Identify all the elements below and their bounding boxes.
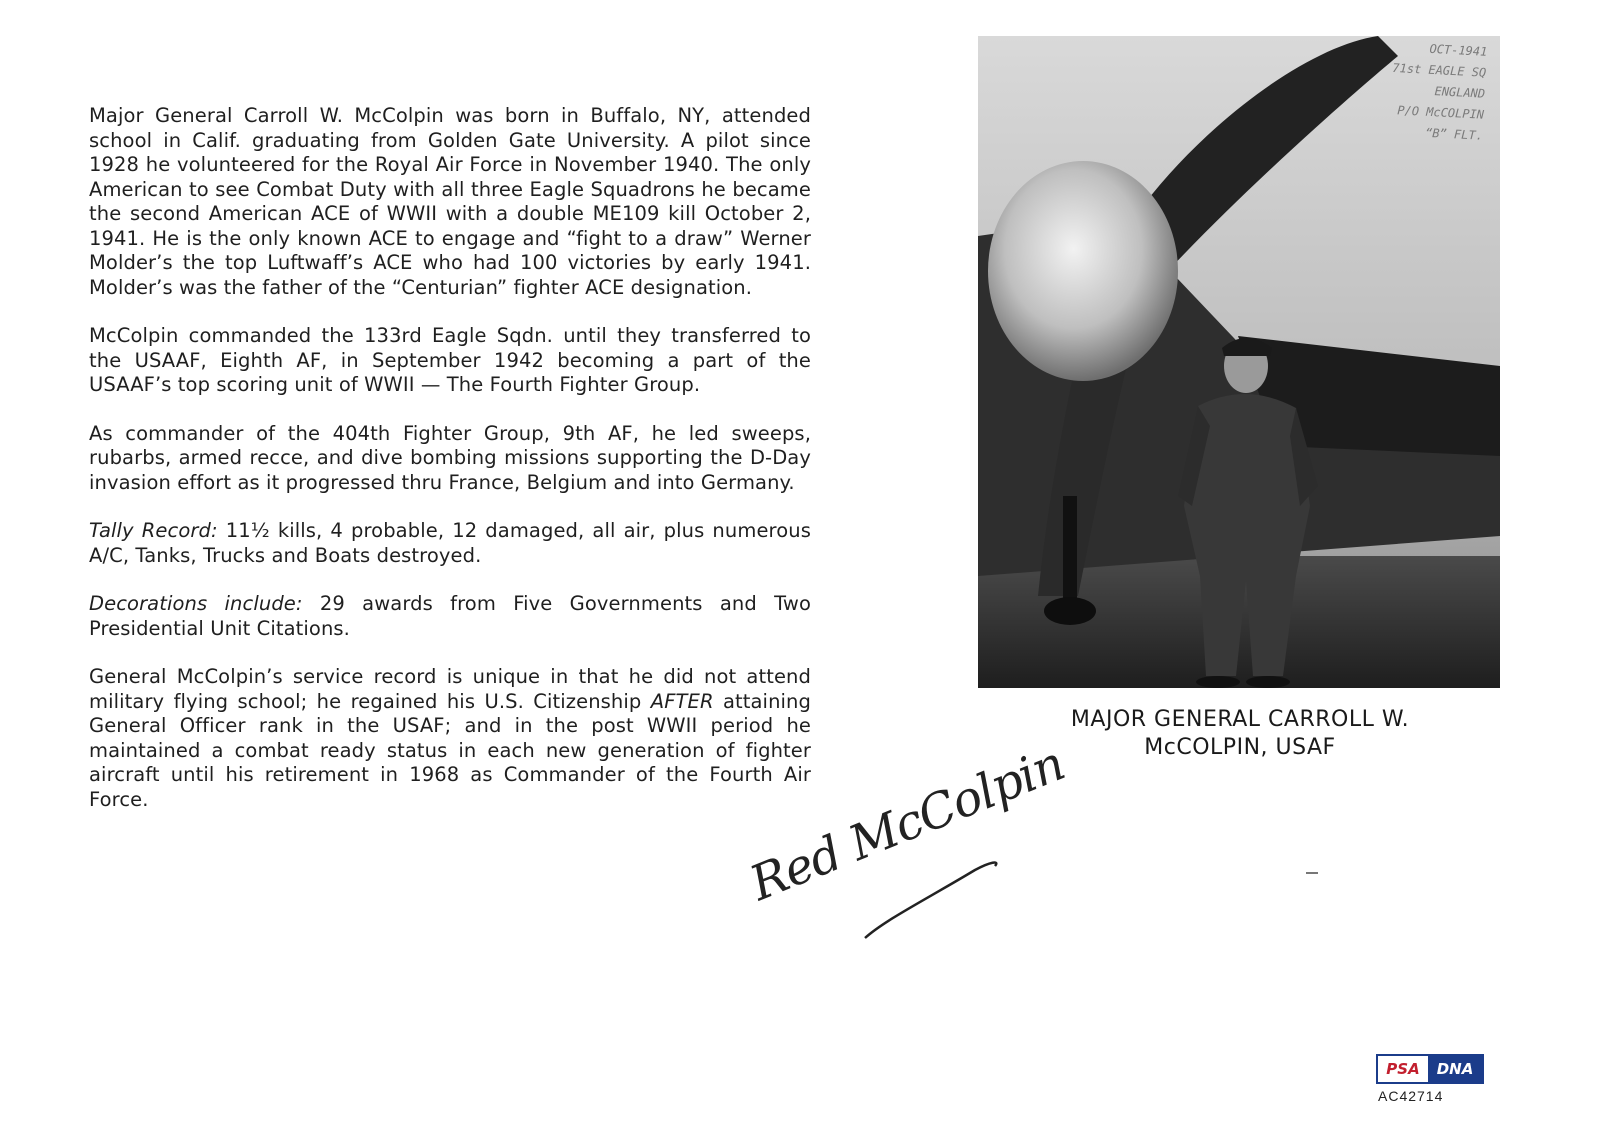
signature-underline	[745, 800, 1045, 960]
autograph-signature	[742, 735, 1072, 960]
handwritten-photo-note	[1333, 34, 1488, 147]
logo-dna: DNA	[1428, 1056, 1482, 1082]
signature-text: Red McColpin	[742, 735, 1072, 912]
decorations-label: Decorations include:	[89, 592, 303, 615]
service-emphasis: AFTER	[650, 689, 714, 713]
authentication-label	[1376, 1054, 1496, 1104]
decorations-text: 29 awards from Five Governments and Two Presidential Unit Citations.	[89, 592, 811, 640]
psa-dna-logo	[1376, 1054, 1484, 1084]
biography-text	[89, 104, 811, 812]
note-line: ENGLAND	[1434, 84, 1486, 101]
service-text-b: attaining General Officer rank in the USAF; and in the post WWII period he maintained a combat ready status in each new generation of fighter aircraft until his retirement in 1968 as Commander of the Fourth Air Force.	[89, 689, 811, 811]
bio-paragraph-2: McColpin commanded the 133rd Eagle Sqdn. until they transferred to the USAAF, Eighth AF, in September 1942 becoming a part of the USAAF’s top scoring unit of WWII — The Fourth Fighter Group.	[89, 324, 811, 396]
note-line: “B” FLT.	[1424, 125, 1484, 143]
note-line: P/O McCOLPIN	[1397, 103, 1485, 122]
bio-paragraph-3: As commander of the 404th Fighter Group, 9th AF, he led sweeps, rubarbs, armed recce, and dive bombing missions supporting the D-Day invasion effort as it progressed thru France, Belgium and into Germany.	[89, 421, 811, 494]
service-text-a: General McColpin’s service record is unique in that he did not attend military flying school; he regained his U.S. Citizenship	[89, 665, 811, 713]
tally-text: 11½ kills, 4 probable, 12 damaged, all air, plus numerous A/C, Tanks, Trucks and Boats destroyed.	[89, 519, 811, 567]
bio-paragraph-service	[89, 665, 811, 812]
bio-paragraph-decorations	[89, 592, 811, 641]
caption-line-2: McCOLPIN, USAF	[1144, 735, 1336, 760]
caption-line-1: MAJOR GENERAL CARROLL W.	[1070, 707, 1410, 732]
note-line: OCT-1941	[1429, 41, 1488, 59]
logo-psa: PSA	[1378, 1056, 1428, 1082]
photo-caption	[1000, 706, 1480, 762]
stray-mark	[1306, 872, 1318, 874]
bio-paragraph-tally	[89, 519, 811, 568]
certification-number: AC42714	[1378, 1088, 1444, 1104]
tally-label: Tally Record:	[89, 519, 218, 542]
note-line: 71st EAGLE SQ	[1392, 60, 1487, 80]
bio-paragraph-1: Major General Carroll W. McColpin was born in Buffalo, NY, attended school in Calif. graduating from Golden Gate University. A pilot since 1928 he volunteered for the Royal Air Force in November 1940. The only American to see Combat Duty with all three Eagle Squadrons he became the second American ACE of WWII with a double ME109 kill October 2, 1941. He is the only known ACE to engage and “fight to a draw” Werner Molder’s the top Luftwaff’s ACE who had 100 victories by early 1941. Molder’s was the father of the “Centurian” fighter ACE designation.	[89, 104, 811, 299]
